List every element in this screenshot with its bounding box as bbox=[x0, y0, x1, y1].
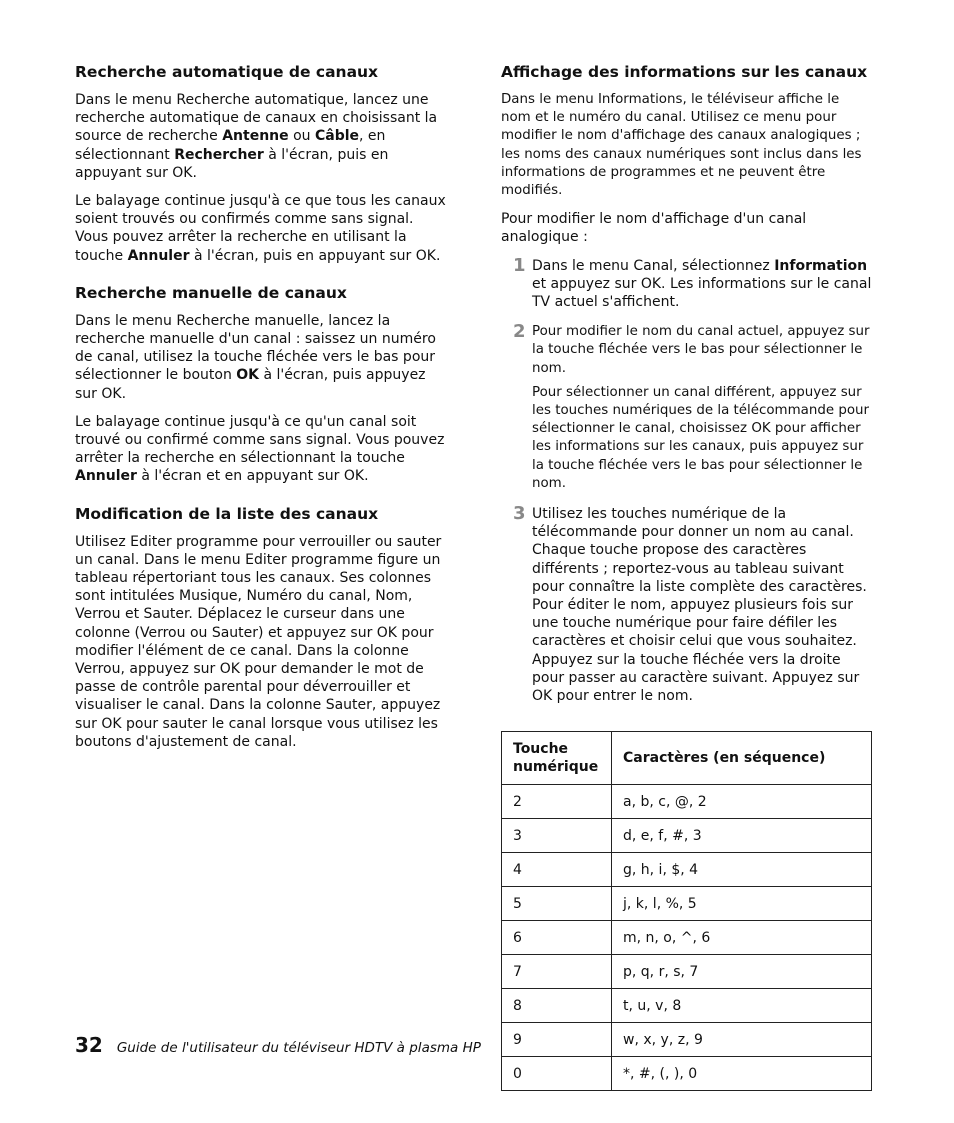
characters-cell: a, b, c, @, 2 bbox=[612, 785, 872, 819]
key-cell: 9 bbox=[502, 1023, 612, 1057]
section-channel-list bbox=[75, 504, 447, 751]
key-cell: 0 bbox=[502, 1057, 612, 1091]
table-header-row bbox=[502, 732, 872, 785]
section-heading: Recherche automatique de canaux bbox=[75, 63, 379, 81]
step-text: Pour modifier le nom du canal actuel, appuyez sur la touche fléchée vers le bas pour sélectionner le nom. bbox=[532, 324, 870, 376]
page-footer bbox=[75, 1033, 481, 1057]
table-row bbox=[502, 819, 872, 853]
section-heading: Recherche manuelle de canaux bbox=[75, 283, 347, 302]
right-column bbox=[501, 62, 872, 1091]
section-auto-search bbox=[75, 62, 447, 265]
characters-cell: t, u, v, 8 bbox=[612, 989, 872, 1023]
step-text: Pour sélectionner un canal différent, appuyez sur les touches numériques de la télécommande pour sélectionner le canal, choisissez OK pour afficher les informations sur les canaux, puis appuyez sur la touche fléchée vers le bas pour sélectionner le nom. bbox=[532, 384, 870, 491]
characters-cell: w, x, y, z, 9 bbox=[612, 1023, 872, 1057]
step-1 bbox=[501, 254, 872, 318]
table-row bbox=[502, 1023, 872, 1057]
section-heading: Affichage des informations sur les canaux bbox=[501, 63, 868, 81]
step-text: Utilisez les touches numérique de la télécommande pour donner un nom au canal. Chaque touche propose des caractères différents ; reportez-vous au tableau suivant pour connaître la liste complète des caractères. Pour éditer le nom, appuyez plusieurs fois sur une touche numérique pour faire défiler les caractères et choisir celui que vous souhaitez. Appuyez sur la touche fléchée vers la droite pour passer au caractère suivant. Appuyez sur OK pour entrer le nom. bbox=[532, 506, 867, 705]
table-row bbox=[502, 853, 872, 887]
table-row bbox=[502, 1057, 872, 1091]
paragraph: Le balayage continue jusqu'à ce qu'un canal soit trouvé ou confirmé comme sans signal. Vous pouvez arrêter la recherche en sélectionnant la touche Annuler à l'écran et en appuyant sur OK. bbox=[75, 413, 445, 485]
characters-cell: *, #, (, ), 0 bbox=[612, 1057, 872, 1091]
paragraph: Dans le menu Recherche automatique, lancez une recherche automatique de canaux en choisissant la source de recherche Antenne ou Câble, en sélectionnant Rechercher à l'écran, puis en appuyant sur OK. bbox=[75, 92, 438, 181]
section-manual-search bbox=[75, 283, 447, 486]
page-number: 32 bbox=[75, 1033, 103, 1057]
step-number: 2 bbox=[513, 321, 526, 343]
paragraph: Utilisez Editer programme pour verrouiller ou sauter un canal. Dans le menu Editer programme figure un tableau répertoriant tous les canaux. Ses colonnes sont intitulées Musique, Numéro du canal, Nom, Verrou et Sauter. Déplacez le curseur dans une colonne (Verrou ou Sauter) et appuyez sur OK pour modifier l'élément de ce canal. Dans la colonne Verrou, appuyez sur OK pour demander le mot de passe de contrôle parental pour déverrouiller et visualiser le canal. Dans la colonne Sauter, appuyez sur OK pour sauter le canal lorsque vous utilisez les boutons d'ajustement de canal. bbox=[75, 533, 442, 750]
left-column bbox=[75, 62, 447, 769]
characters-cell: g, h, i, $, 4 bbox=[612, 853, 872, 887]
footer-title: Guide de l'utilisateur du téléviseur HDTV à plasma HP bbox=[116, 1040, 481, 1056]
header-characters: Caractères (en séquence) bbox=[612, 732, 872, 785]
header-key: Touche numérique bbox=[502, 732, 612, 785]
table-row bbox=[502, 887, 872, 921]
paragraph: Dans le menu Recherche manuelle, lancez la recherche manuelle d'un canal : saissez un numéro de canal, utilisez la touche fléchée vers le bas pour sélectionner le bouton OK à l'écran, puis appuyez sur OK. bbox=[75, 312, 436, 402]
paragraph: Pour modifier le nom d'affichage d'un canal analogique : bbox=[501, 211, 807, 246]
characters-cell: d, e, f, #, 3 bbox=[612, 819, 872, 853]
characters-cell: p, q, r, s, 7 bbox=[612, 955, 872, 989]
key-cell: 3 bbox=[502, 819, 612, 853]
section-heading: Modification de la liste des canaux bbox=[75, 504, 379, 523]
step-2 bbox=[501, 323, 872, 499]
table-row bbox=[502, 921, 872, 955]
table-row bbox=[502, 955, 872, 989]
table-row bbox=[502, 989, 872, 1023]
paragraph: Le balayage continue jusqu'à ce que tous les canaux soient trouvés ou confirmés comme sans signal. Vous pouvez arrêter la recherche en utilisant la touche Annuler à l'écran, puis en appuyant sur OK. bbox=[75, 193, 446, 264]
key-cell: 7 bbox=[502, 955, 612, 989]
step-number: 1 bbox=[513, 254, 526, 276]
key-cell: 8 bbox=[502, 989, 612, 1023]
key-cell: 6 bbox=[502, 921, 612, 955]
paragraph: Dans le menu Informations, le téléviseur affiche le nom et le numéro du canal. Utilisez ce menu pour modifier le nom d'affichage des canaux analogiques ; les noms des canaux numériques sont inclus dans les informations de programmes et ne peuvent être modifiés. bbox=[501, 92, 862, 199]
step-3 bbox=[501, 505, 872, 711]
characters-cell: j, k, l, %, 5 bbox=[612, 887, 872, 921]
character-table bbox=[501, 731, 872, 1091]
table-row bbox=[502, 785, 872, 819]
step-text: Dans le menu Canal, sélectionnez Information et appuyez sur OK. Les informations sur le canal TV actuel s'affichent. bbox=[532, 257, 872, 311]
characters-cell: m, n, o, ^, 6 bbox=[612, 921, 872, 955]
key-cell: 4 bbox=[502, 853, 612, 887]
key-cell: 5 bbox=[502, 887, 612, 921]
key-cell: 2 bbox=[502, 785, 612, 819]
step-number: 3 bbox=[513, 503, 526, 525]
